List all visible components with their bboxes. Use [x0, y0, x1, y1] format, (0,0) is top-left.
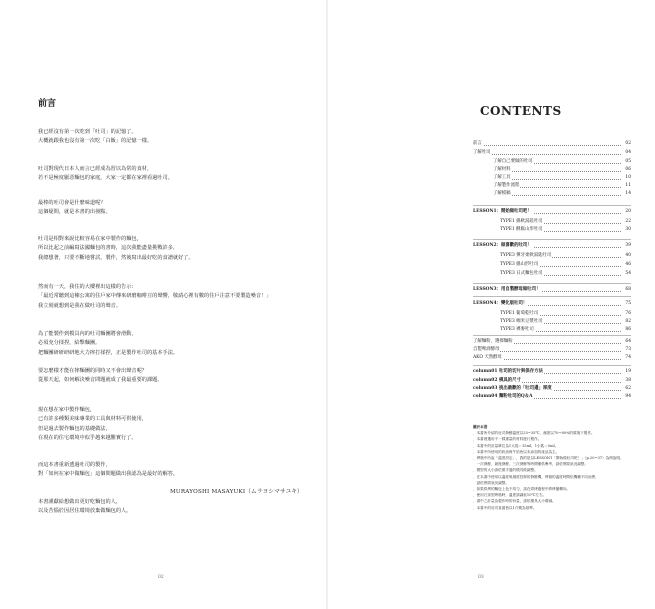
toc-divider: [473, 239, 631, 240]
notes-title: 關於本書: [473, 425, 488, 429]
note-line: ．本書所介紹的吐司發酵溫度以25~35℃，濕度以70~80%的環境下製作。: [473, 431, 595, 436]
preface-line: 對「如何在家中做麵包」這個問題做出我認為是最好的解答。: [38, 471, 179, 478]
toc-entry-label: 自製啤酒酵母: [473, 347, 500, 352]
toc-entry[interactable]: [328, 174, 655, 182]
toc-entry-label: 了解工具: [493, 175, 511, 180]
toc-entry[interactable]: [328, 393, 655, 401]
toc-entry-page: 82: [625, 319, 631, 324]
toc-entry-page: 04: [625, 150, 631, 155]
note-line: ．在本書中使用以溫度與濕度控制的發酵機，烤箱的溫度時間依機種不同而異，: [473, 474, 599, 479]
toc-entry-page: 46: [625, 262, 631, 267]
preface-paragraph: [38, 367, 298, 386]
toc-entry[interactable]: [328, 385, 655, 393]
note-line: ．烤箱中所說「溫度設定」，我的是以LESSON1「開始做吐司吧！」（p.20~37）為例說明，: [473, 456, 624, 461]
toc-entry[interactable]: [328, 182, 655, 190]
toc-entry-page: 39: [625, 243, 631, 248]
toc-leader-dots: [493, 171, 621, 172]
toc-entry-label: LESSON4：變化版吐司！: [473, 301, 528, 306]
left-page: [0, 0, 327, 609]
toc-entry-page: 62: [625, 386, 631, 391]
toc-entry-label: TYPE1 酥鬆山形吐司: [500, 227, 543, 232]
preface-line: 最棒的吐司會是什麼味道呢？: [38, 200, 106, 206]
toc-entry-label: 了解自己要做的吐司: [493, 159, 533, 164]
contents-title: CONTENTS: [480, 104, 562, 118]
toc-entry-page: 75: [625, 301, 631, 306]
preface-line: 我總想著，只要不斷地嘗試，製作，然後寫出最好吃的食譜就好了。: [38, 254, 194, 261]
toc-leader-dots: [493, 195, 621, 196]
preface-line: 本書謹獻給想做出更好吃麵包的人，: [38, 499, 122, 505]
preface-line: 吐司是相對來說比較容易在家中製作的麵包，: [38, 236, 142, 242]
preface-paragraph: [38, 498, 298, 517]
toc-entry[interactable]: [328, 190, 655, 198]
toc-entry-page: 06: [625, 167, 631, 172]
note-line: ．本書中所使用的奶油與牛奶皆以未添加的產品為主。: [473, 449, 560, 454]
toc-divider: [473, 365, 631, 366]
toc-entry-label: 了解製作流程: [493, 183, 520, 188]
preface-line: 從那天起，如何解決噪音問題就成了我最重要的課題。: [38, 377, 163, 384]
preface-title: 前言: [38, 99, 57, 109]
preface-line: 我已經沒有第一次吃到「吐司」的記憶了。: [38, 129, 137, 135]
toc-entry[interactable]: [328, 166, 655, 174]
preface-line: 但是過去製作麵包的基礎做法，: [38, 425, 111, 432]
toc-entry-label: TYPE3 咖米豆漿吐司: [500, 319, 543, 324]
note-line: ．書中之計量為製作時的份量，請依模具大小增減。: [473, 499, 556, 504]
preface-line: 若不是極度厭惡麵包的家庭，大家一定都在家裡看過吐司。: [38, 175, 173, 182]
toc-entry-label: 了解材料: [493, 167, 511, 172]
toc-entry-label: AKO 天然酵母: [473, 355, 502, 360]
toc-entry[interactable]: [328, 377, 655, 385]
right-page: [328, 0, 655, 609]
toc-entry-label: LESSON1：開始做吐司吧！: [473, 209, 532, 214]
preface-line: 大概就跟我也沒有第一次吃「白飯」的記憶一樣。: [38, 138, 153, 145]
note-line: ．使用石窯型烤箱時，溫度請調低10℃左右。: [473, 493, 547, 498]
toc-entry[interactable]: [328, 310, 655, 318]
toc-divider: [473, 283, 631, 284]
toc-entry-label: TYPE1 葡萄乾吐司: [500, 311, 539, 316]
preface-line: 已有許多種類美味專業的工具與材料可供使用，: [38, 416, 147, 423]
toc-entry[interactable]: [328, 149, 655, 157]
toc-entry[interactable]: [328, 318, 655, 326]
preface-paragraph: [38, 283, 298, 311]
toc-entry[interactable]: [328, 261, 655, 269]
toc-leader-dots: [493, 179, 621, 180]
toc-entry[interactable]: [328, 338, 655, 346]
toc-entry[interactable]: [328, 354, 655, 362]
toc-entry-label: 前言: [473, 141, 482, 146]
toc-entry-page: 14: [625, 191, 631, 196]
toc-entry-page: 40: [625, 253, 631, 258]
toc-entry-page: 86: [625, 327, 631, 332]
toc-entry-label: column02 模具的尺寸: [473, 378, 521, 383]
toc-entry-label: column01 吐司的切片與保存方法: [473, 369, 543, 374]
toc-entry-label: LESSON2：做喜歡的吐司！: [473, 243, 532, 248]
toc-leader-dots: [473, 154, 621, 155]
preface-line: 這個疑問，就是本書的出發點。: [38, 209, 111, 216]
toc-entry-page: 30: [625, 227, 631, 232]
preface-paragraph: [38, 461, 298, 480]
toc-entry-page: 02: [625, 141, 631, 146]
toc-entry-page: 94: [625, 394, 631, 399]
preface-line: 要怎麼樣才能在摔麵團的同時又不會出聲音呢？: [38, 368, 147, 374]
preface-line: 必須充分揉捏，給擊麵團。: [38, 340, 101, 347]
toc-divider: [473, 296, 631, 297]
preface-line: 然而有一天，我住的大樓裡出這樣的告示：: [38, 284, 137, 290]
note-line: ．本書中的計量單位為1大匙＝15ml，1小匙＝5ml。: [473, 443, 559, 448]
toc-entry-label: column03 挑出最歡的「吐司邊」厚度: [473, 386, 552, 391]
toc-entry-page: 68: [625, 287, 631, 292]
toc-entry[interactable]: [328, 286, 655, 294]
toc-entry-label: LESSON3：用自製酵母做吐司！: [473, 287, 541, 292]
toc-entry-page: 10: [625, 175, 631, 180]
preface-paragraph: [38, 165, 298, 184]
preface-line: 而這本書重新透過吐司的製作，: [38, 462, 111, 468]
toc-entry-label: 了解模稿: [493, 191, 511, 196]
toc-entry-label: TYPE3 綿山形吐司: [500, 262, 539, 267]
toc-entry-label: TYPE3 日式麵包吐司: [500, 271, 543, 276]
toc-entry[interactable]: [328, 368, 655, 376]
author-name: MURAYOSHI MASAYUKI（ムラヨシマサユキ）: [170, 489, 303, 495]
preface-line: 所以比起之前編寫法國麵包的書時，這次我能盡量挑戰許多，: [38, 245, 179, 252]
toc-entry-label: 了解麵粉，選擇麵粉: [473, 339, 513, 344]
preface-paragraph: [38, 128, 298, 147]
toc-entry-page: 05: [625, 159, 631, 164]
toc-entry[interactable]: [328, 226, 655, 234]
preface-line: 「最近常聽到這棟公寓的住戶家中傳來研磨咖啡豆的聲響，敬請心裡有數的住戶注意不要製造噪音！」: [38, 293, 272, 300]
toc-entry[interactable]: [328, 252, 655, 260]
toc-entry[interactable]: [328, 158, 655, 166]
preface-paragraph: [38, 235, 298, 263]
toc-entry[interactable]: [328, 270, 655, 278]
preface-line: 把麵團研研研研地大力摔打揉捏，正是製作吐司的基本手法。: [38, 349, 179, 356]
toc-entry-label: 了解吐司: [473, 150, 491, 155]
page-number-left: 02: [158, 575, 164, 580]
toc-leader-dots: [473, 145, 621, 146]
preface-paragraph: [38, 199, 298, 218]
toc-entry[interactable]: [328, 140, 655, 148]
preface-paragraph: [38, 406, 298, 443]
toc-entry[interactable]: [328, 208, 655, 216]
toc-entry-page: 76: [625, 311, 631, 316]
toc-entry-page: 64: [625, 339, 631, 344]
note-line: 請依實際狀況調整。: [473, 480, 509, 485]
page-number-right: 03: [478, 575, 484, 580]
toc-entry-label: column04 麵粉吐司的Q＆A: [473, 394, 533, 399]
preface-line: 現在想在家中製作麵包，: [38, 407, 96, 413]
toc-entry-page: 38: [625, 378, 631, 383]
note-line: 一次發酵，最後發酵，三次發酵等時間僅供參考，請依實際狀況調整。: [473, 462, 588, 467]
toc-entry[interactable]: [328, 300, 655, 308]
toc-entry[interactable]: [328, 326, 655, 334]
book-notes: [473, 424, 633, 511]
toc-entry-page: 11: [625, 183, 631, 188]
toc-entry[interactable]: [328, 218, 655, 226]
preface-line: 我立刻就想到是我在做吐司的聲音。: [38, 302, 122, 309]
toc-entry-page: 22: [625, 219, 631, 224]
toc-divider: [473, 205, 631, 206]
preface-line: 吐司對現代日本人而言已經成為習以為常的食材，: [38, 166, 153, 172]
toc-divider: [473, 335, 631, 336]
toc-entry-page: 74: [625, 355, 631, 360]
toc-entry-label: TYPE3 裸麥吐司: [500, 327, 534, 332]
preface-line: 以及苦惱於因居住環境放棄做麵包的人。: [38, 508, 132, 515]
toc-entry[interactable]: [328, 242, 655, 250]
note-line: ．本書裡選用不一樣重量的材料進行製作。: [473, 437, 542, 442]
note-line: ．如果烘烤的麵包上色不均勻，請在烘烤過程中將烤盤轉向。: [473, 487, 571, 492]
preface-line: 在現在的住宅環境中似乎越來越難實行了。: [38, 434, 137, 441]
preface-line: 為了能製作到模具內的吐司麵團將會滑動，: [38, 331, 137, 337]
note-line: ．本書中的吐司食譜皆以1斤模為基準。: [473, 505, 537, 510]
toc-entry[interactable]: [328, 346, 655, 354]
toc-entry-page: 20: [625, 209, 631, 214]
toc-entry-label: TYPE1 綿軟湯匙吐司: [500, 219, 543, 224]
note-line: ．模型的大小請依照手邊的模具做調整。: [473, 468, 538, 473]
toc-entry-page: 54: [625, 271, 631, 276]
toc-entry-label: TYPE3 彈牙柔軟湯匙吐司: [500, 253, 552, 258]
toc-entry-page: 73: [625, 347, 631, 352]
toc-entry-page: 19: [625, 369, 631, 374]
preface-paragraph: [38, 330, 298, 358]
